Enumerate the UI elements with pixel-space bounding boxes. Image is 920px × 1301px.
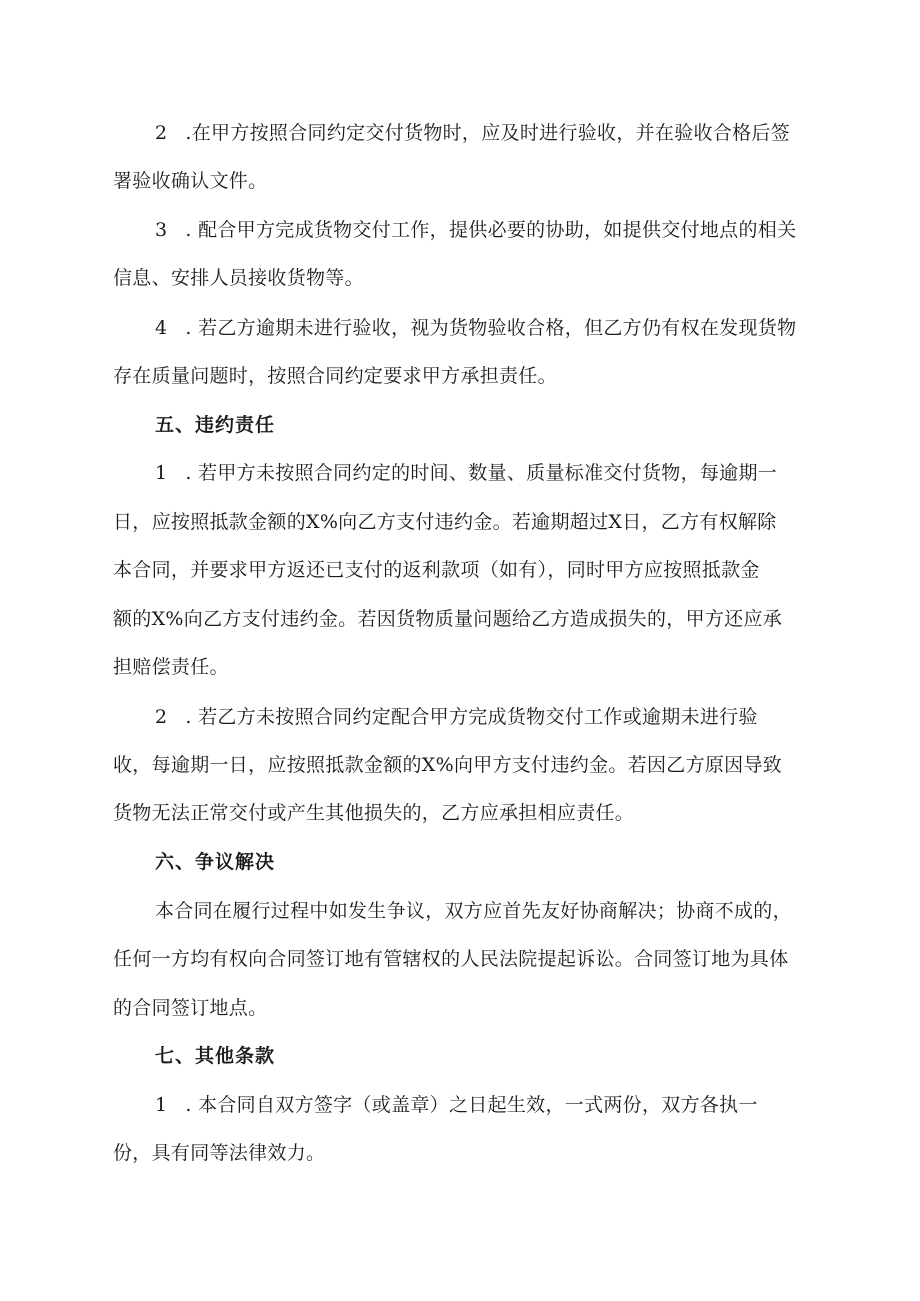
- breach-clause-1-line-2: 日，应按照抵款金额的X%向乙方支付违约金。若逾期超过X日，乙方有权解除: [113, 511, 777, 533]
- other-clause-1-line-1: [155, 1093, 758, 1117]
- clause-2-line-2: 署验收确认文件。: [113, 170, 268, 192]
- breach-clause-1-line-3: 本合同，并要求甲方返还已支付的返利款项（如有），同时甲方应按照抵款金: [113, 559, 760, 581]
- clause-3-line-1: [155, 218, 796, 242]
- clause-3-line-2: 信息、安排人员接收货物等。: [113, 267, 364, 289]
- clause-number: 2: [155, 122, 168, 144]
- breach-clause-2-line-1: [155, 705, 758, 729]
- clause-2-line-1: [155, 121, 790, 145]
- section-heading-other: 七、其他条款: [155, 1045, 276, 1067]
- clause-4-line-2: 存在质量问题时，按照合同约定要求甲方承担责任。: [113, 365, 557, 387]
- clause-text: . 若乙方逾期未进行验收，视为货物验收合格，但乙方仍有权在发现货物: [185, 317, 797, 339]
- dispute-paragraph-line-3: 的合同签订地点。: [113, 997, 268, 1019]
- clause-text: . 配合甲方完成货物交付工作，提供必要的协助，如提供交付地点的相关: [185, 219, 797, 241]
- clause-number: 3: [155, 219, 168, 241]
- clause-text: . 本合同自双方签字（或盖章）之日起生效，一式两份，双方各执一: [185, 1094, 758, 1116]
- clause-number: 2: [155, 706, 168, 728]
- clause-number: 4: [155, 317, 168, 339]
- other-clause-1-line-2: 份，具有同等法律效力。: [113, 1142, 326, 1164]
- breach-clause-1-line-4: 额的X%向乙方支付违约金。若因货物质量问题给乙方造成损失的，甲方还应承: [113, 608, 783, 630]
- breach-clause-1-line-5: 担赔偿责任。: [113, 656, 229, 678]
- dispute-paragraph-line-2: 任何一方均有权向合同签订地有管辖权的人民法院提起诉讼。合同签订地为具体: [113, 948, 789, 970]
- dispute-paragraph-line-1: 本合同在履行过程中如发生争议，双方应首先友好协商解决；协商不成的，: [155, 900, 792, 922]
- breach-clause-1-line-1: [155, 461, 777, 485]
- clause-4-line-1: [155, 316, 796, 340]
- section-heading-dispute: 六、争议解决: [155, 851, 276, 873]
- clause-number: 1: [155, 1094, 168, 1116]
- breach-clause-2-line-2: 收，每逾期一日，应按照抵款金额的X%向甲方支付违约金。若因乙方原因导致: [113, 754, 783, 776]
- breach-clause-2-line-3: 货物无法正常交付或产生其他损失的，乙方应承担相应责任。: [113, 802, 635, 824]
- clause-text: . 若甲方未按照合同约定的时间、数量、质量标准交付货物，每逾期一: [185, 462, 778, 484]
- section-heading-breach: 五、违约责任: [155, 414, 276, 436]
- clause-text: .在甲方按照合同约定交付货物时，应及时进行验收，并在验收合格后签: [185, 122, 791, 144]
- clause-text: . 若乙方未按照合同约定配合甲方完成货物交付工作或逾期未进行验: [185, 706, 758, 728]
- clause-number: 1: [155, 462, 168, 484]
